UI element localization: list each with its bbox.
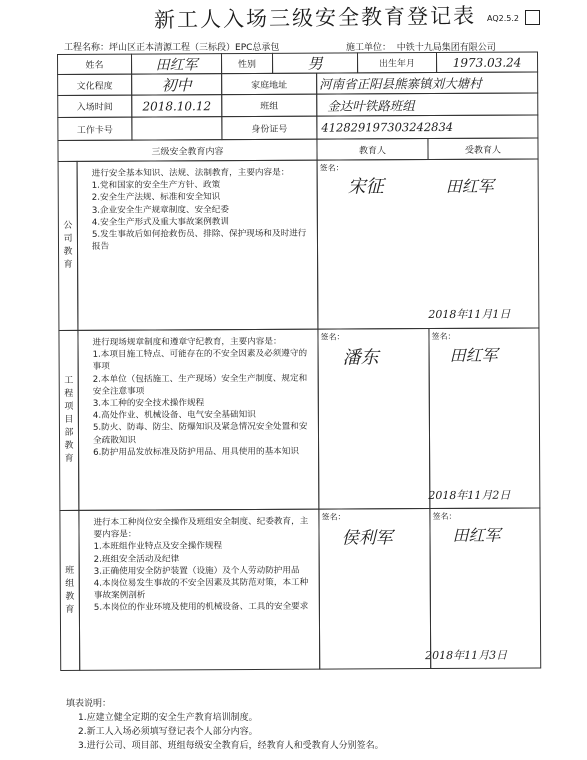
entry-value: 2018.10.12 [131,94,222,117]
educatee-header: 受教育人 [427,137,538,160]
educatee-signature: 田红军 [452,525,501,545]
card-value [131,116,222,140]
birth-label: 出生年月 [357,52,437,73]
educator-signature: 侯利军 [341,528,393,549]
form-code: AQ2.5.2 [487,14,519,23]
form-title: 新工人入场三级安全教育登记表 [153,3,477,33]
section-content-project: 进行现场规章制度和遵章守纪教育，主要内容是： 1.本项目施工特点、可能存在的不安全因素及必须遵守的事项 2.本单位（包括施工、生产现场）安全生产制度、规定和安全注意事项 3.本工种的安全技术操作规程 4.高处作业、机械设备、电气安全基础知识 5.防火、防毒、防尘、防爆知识及紧急情况安全处置和安全疏散知识 6.防护用品发放标准及防护用品、用具使用的基本知识 [77,329,319,511]
content-header: 三级安全教育内容 [57,139,317,162]
name-label: 姓名 [57,54,132,75]
section-date: 2018年11月3日 [425,648,508,663]
educatee-sign-label: 签名： [431,331,456,342]
notes-item: 2.新工人入场必须填写登记表个人部分内容。 [78,727,258,737]
educator-header: 教育人 [316,138,428,161]
company-name: 中铁十九局集团有限公司 [396,43,496,53]
section-sign-company [317,158,540,329]
educatee-sign-label: 签名： [432,511,457,522]
notes-item: 3.进行公司、项目部、班组每级安全教育后，经教育人和受教育人分别签名。 [78,741,384,751]
section-educatee-project [428,327,540,509]
section-label-company: 公 司 教 育 [58,161,79,331]
section-content-team: 进行本工种岗位安全操作及班组安全制度、纪委教育，主要内容是： 1.本班组作业特点及安全操作规程 2.班组安全活动及纪律 3.正确使用安全防护装置（设施）及个人劳动防护用品 4.本岗位易发生事故的不安全因素及其防范对策，本工种事故案例剖析 5.本岗位的作业环境及使用的机械设备、工具的安全要求 [78,509,320,671]
gender-label: 性别 [221,53,273,74]
project-label: 工程名称： [64,43,110,53]
notes-item: 1.应建立健全定期的安全生产教育培训制度。 [78,713,258,723]
gender-value: 男 [272,52,358,73]
id-value: 412829197303242834 [316,114,538,139]
educator-signature: 宋征 [347,176,384,198]
section-educator-project [317,328,430,510]
project-header [64,40,279,53]
form-notes [66,697,384,753]
section-label-project: 工 程 项 目 部 教 育 [58,330,79,511]
birth-value: 1973.03.24 [436,51,538,73]
team-value: 金达叶铁路班组 [316,92,538,116]
educatee-signature: 田红军 [445,176,494,196]
educator-signature: 潘东 [342,347,379,369]
address-label: 家庭地址 [221,73,317,96]
form-code-box [525,10,540,25]
educator-sign-label: 签名： [321,512,346,522]
registration-form [57,51,541,671]
section-educator-team [318,508,431,670]
educator-sign-label: 签名： [319,163,344,173]
section-date: 2018年11月1日 [428,307,511,322]
section-label-team: 班 组 教 育 [59,510,80,671]
section-educatee-team [425,507,541,669]
company-label: 施工单位： [346,43,392,53]
id-label: 身份证号 [221,116,317,141]
section-date: 2018年11月2日 [428,488,511,503]
project-name: 坪山区正本清源工程（三标段）EPC总承包 [109,43,280,53]
educator-sign-label: 签名： [320,332,345,342]
educatee-signature: 田红军 [449,345,498,365]
entry-label: 入场时间 [57,95,132,118]
name-value: 田红军 [131,53,222,74]
card-label: 工作卡号 [57,117,132,141]
notes-title: 填表说明： [66,699,112,709]
team-label: 班组 [221,94,317,118]
education-label: 文化程度 [57,74,132,96]
address-value: 河南省正阳县熊寨镇刘大塘村 [316,71,538,94]
section-content-company: 进行安全基本知识、法规、法制教育，主要内容是： 1.党和国家的安全生产方针、政策 2.安全生产法规、标准和安全知识 3.企业安全生产规章制度、安全纪委 4.安全生产形式及重大事故案例教训 5.发生事故后如何抢救伤员、排除、保护现场和及时进行报告 [77,160,319,331]
education-value: 初中 [131,73,222,95]
